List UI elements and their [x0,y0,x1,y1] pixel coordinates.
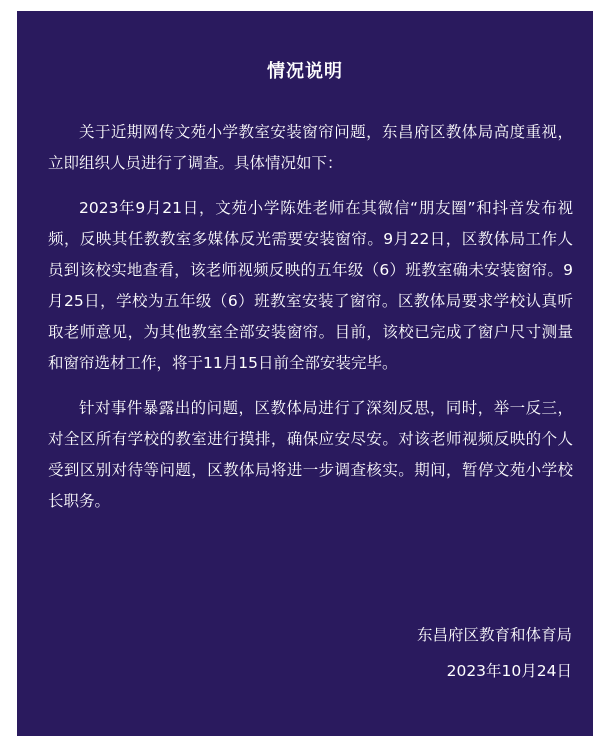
paragraph-details: 2023年9月21日，文苑小学陈姓老师在其微信“朋友圈”和抖音发布视频，反映其任教教室多媒体反光需要安装窗帘。9月22日，区教体局工作人员到该校实地查看，该老师视频反映的五年级（6）班教室确未安装窗帘。9月25日，学校为五年级（6）班教室安装了窗帘。区教体局要求学校认真听取老师意见，为其他教室全部安装窗帘。目前，该校已完成了窗户尺寸测量和窗帘选材工作，将于11月15日前全部安装完毕。 [48,199,573,372]
document-body [48,117,573,531]
paragraph-intro: 关于近期网传文苑小学教室安装窗帘问题，东昌府区教体局高度重视，立即组织人员进行了调查。具体情况如下： [48,123,573,172]
paragraph-response: 针对事件暴露出的问题，区教体局进行了深刻反思，同时，举一反三，对全区所有学校的教室进行摸排，确保应安尽安。对该老师视频反映的个人受到区别对待等问题，区教体局将进一步调查核实。期间，暂停文苑小学校长职务。 [48,399,573,510]
document-title: 情况说明 [267,61,343,82]
signature-organization: 东昌府区教育和体育局 [416,626,572,644]
signature-block [417,617,572,689]
notice-panel [17,11,593,736]
signature-date: 2023年10月24日 [446,662,572,680]
